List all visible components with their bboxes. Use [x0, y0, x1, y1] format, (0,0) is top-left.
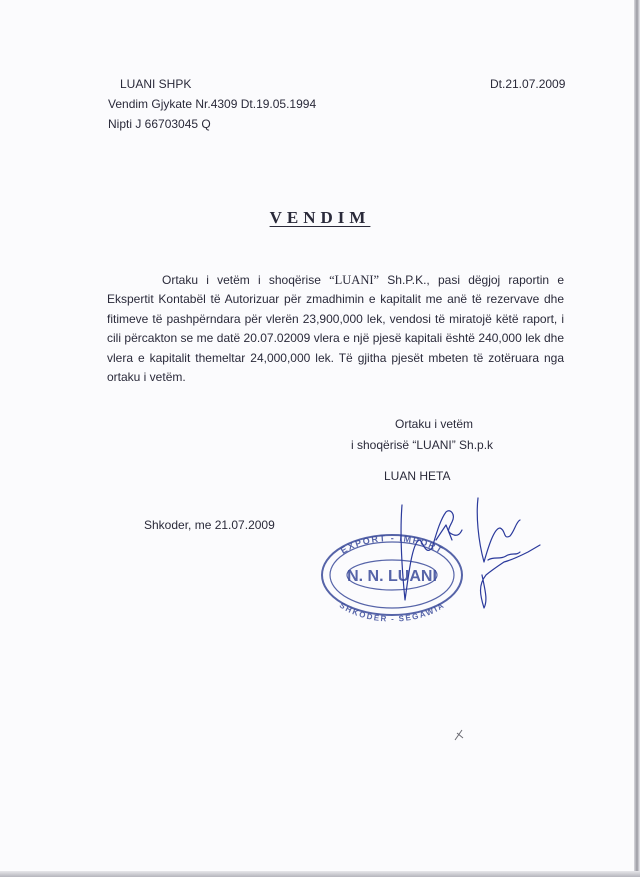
signer-name: LUAN HETA	[384, 469, 451, 483]
company-name: LUANI SHPK	[120, 77, 192, 91]
document-title-text: VENDIM	[269, 208, 371, 227]
nipt-number: Nipti J 66703045 Q	[108, 117, 211, 131]
body-part-2: Sh.P.K., pasi dëgjoj raportin e Ekspertit Kontabël të Autorizuar për zmadhimin e kapitalit me anë të rezervave dhe fitimeve të pashpërndara për vlerën 23,900,000 lek, vendosi të miratojë këtë raport, i cili përcakton se me datë 20.07.02009 vlera e një pjesë kapitali është 240,000 lek dhe vlera e kapitalit themeltar 24,000,000 lek. Të gjitha pjesët mbeten të zotëruara nga ortaku i vetëm.	[107, 273, 564, 385]
stamp-center-text: N. N. LUANI	[347, 568, 437, 585]
luani-quote: “LUANI”	[329, 273, 380, 287]
signer-role: Ortaku i vetëm	[395, 417, 474, 431]
handwritten-signature-1	[401, 505, 462, 600]
document-date: Dt.21.07.2009	[490, 77, 566, 91]
pen-mark	[455, 730, 463, 740]
place-and-date: Shkoder, me 21.07.2009	[144, 518, 275, 532]
stamp-top-text: EXPORT - IMPORT	[338, 532, 446, 556]
body-part-1: Ortaku i vetëm i shoqërise	[162, 273, 330, 287]
stamp-bottom-text: SHKODËR - SEGAWIA	[337, 600, 447, 624]
signer-company: i shoqërisë “LUANI” Sh.p.k	[351, 438, 494, 452]
court-decision: Vendim Gjykate Nr.4309 Dt.19.05.1994	[108, 97, 317, 111]
handwritten-signature-2	[477, 498, 540, 608]
